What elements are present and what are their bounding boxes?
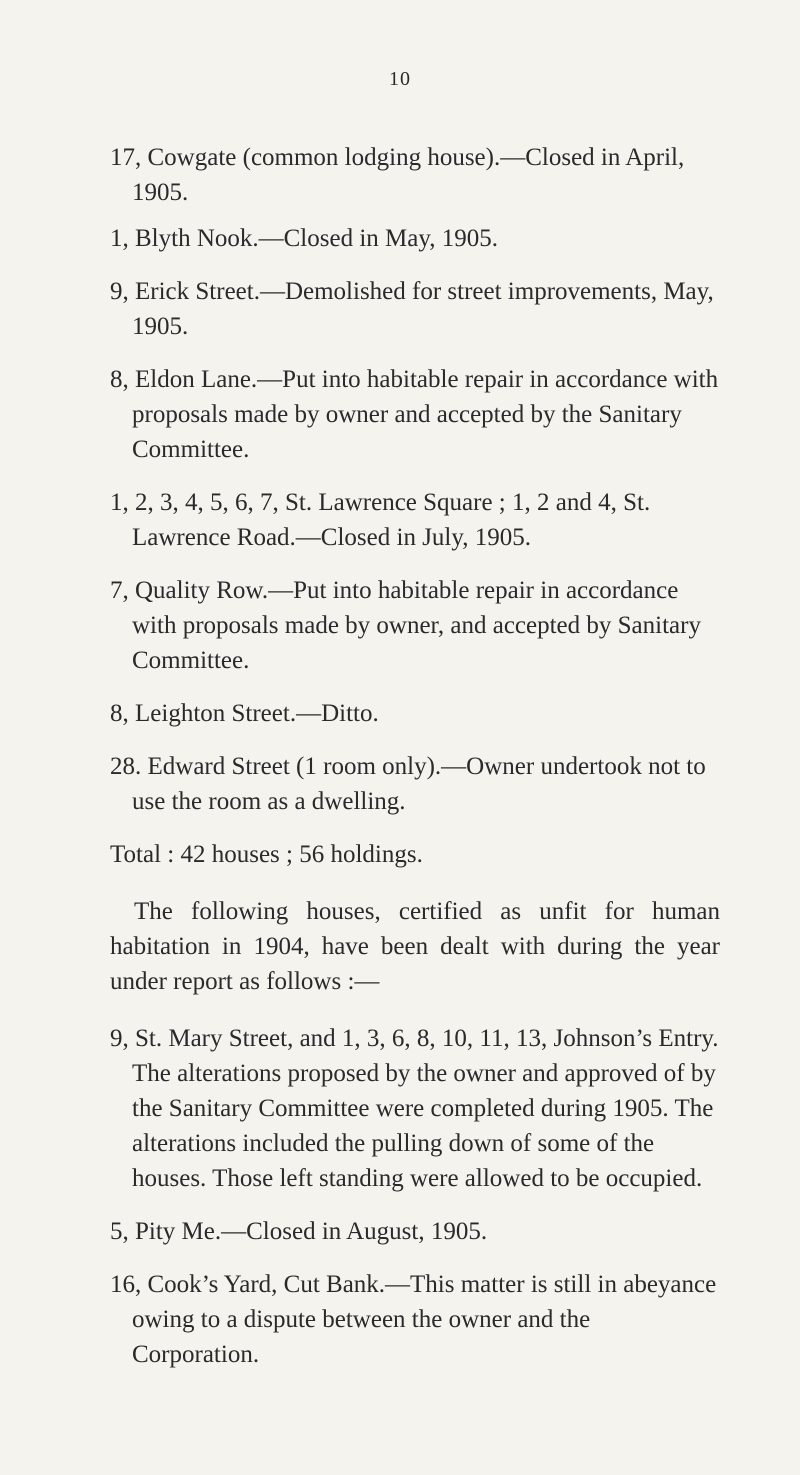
entry-st-mary-street: 9, St. Mary Street, and 1, 3, 6, 8, 10, 11, 13, Johnson’s Entry. The alterations proposed by the owner and approved of by the Sanitary Committee were completed during 1905. The alterations included the pulling down of some of the houses. Those left standing were allowed to be occupied. <box>110 1025 719 1192</box>
intro-paragraph: The following houses, certified as unfit for human habitation in 1904, have been dealt with during the year under report as follows :— <box>110 898 720 995</box>
total-line: Total : 42 houses ; 56 holdings. <box>110 841 423 868</box>
page-number: 10 <box>389 68 411 90</box>
entry-quality-row: 7, Quality Row.—Put into habitable repair in accordance with proposals made by owner, and accepted by Sanitary Committee. <box>110 577 701 674</box>
entry-st-lawrence: 1, 2, 3, 4, 5, 6, 7, St. Lawrence Square ; 1, 2 and 4, St. Lawrence Road.—Closed in July, 1905. <box>110 489 651 551</box>
document-body <box>110 140 720 1390</box>
entry-blyth-nook: 1, Blyth Nook.—Closed in May, 1905. <box>110 225 498 252</box>
entry-cooks-yard: 16, Cook’s Yard, Cut Bank.—This matter is still in abeyance owing to a dispute between the owner and the Corporation. <box>110 1271 717 1368</box>
entry-eldon-lane: 8, Eldon Lane.—Put into habitable repair in accordance with proposals made by owner and accepted by the Sanitary Committee. <box>110 366 719 463</box>
entry-leighton-street: 8, Leighton Street.—Ditto. <box>110 700 379 727</box>
entry-erick-street: 9, Erick Street.—Demolished for street improvements, May, 1905. <box>110 278 714 340</box>
entry-pity-me: 5, Pity Me.—Closed in August, 1905. <box>110 1218 488 1245</box>
entry-edward-street: 28. Edward Street (1 room only).—Owner undertook not to use the room as a dwelling. <box>110 753 706 815</box>
entry-cowgate: 17, Cowgate (common lodging house).—Closed in April, 1905. <box>110 144 685 206</box>
